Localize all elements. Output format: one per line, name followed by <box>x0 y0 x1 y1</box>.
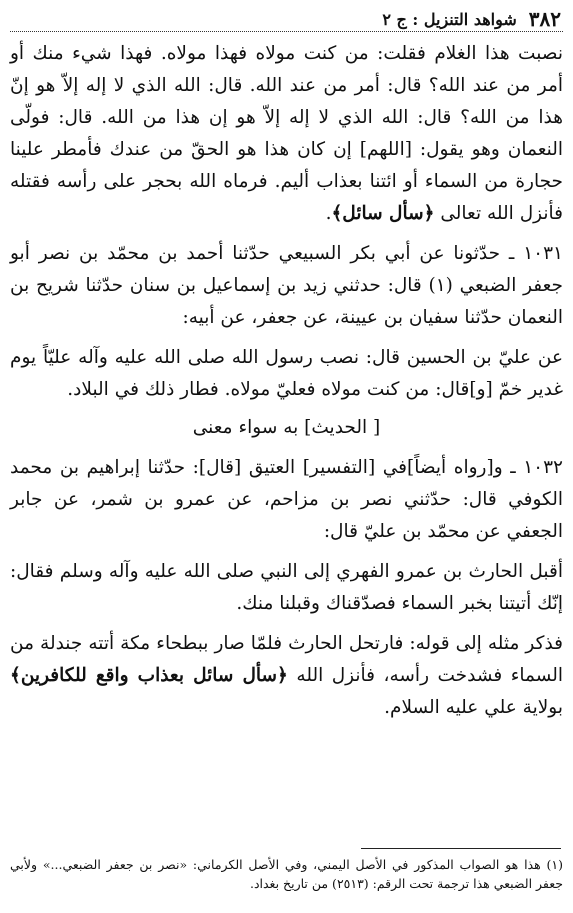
page-header <box>8 6 561 32</box>
paragraph-3: عن عليّ بن الحسين قال: نصب رسول الله صلى الله عليه وآله عليّاً يوم غدير خمّ [و]قال: من كنت مولاه فعليّ مولاه. فطار ذلك في البلاد. <box>10 347 563 400</box>
paragraph-7-text: فذكر مثله إلى قوله: فارتحل الحارث فلمّا صار ببطحاء مكة أتته جندلة من السماء فشدخت رأسه، فأنزل الله <box>10 633 564 686</box>
main-text <box>10 38 563 724</box>
paragraph-1 <box>10 38 563 230</box>
paragraph-4: [ الحديث] به سواء معنى <box>192 417 381 438</box>
paragraph-7-end: بولاية علي عليه السلام. <box>384 697 563 718</box>
header-divider <box>10 31 563 32</box>
paragraph-7 <box>10 628 563 724</box>
footnote: (١) هذا هو الصواب المذكور في الأصل اليمني، وفي الأصل الكرماني: «نصر بن جعفر الضبعي...» ولأبي جعفر الضبعي هذا ترجمة تحت الرقم: (٢٥١٣) من تاريخ بغداد. <box>10 857 563 891</box>
paragraph-1-end: . <box>325 203 332 224</box>
hadith-1032: ١٠٣٢ ـ و[رواه أيضاً]في [التفسير] العتيق [قال]: حدّثنا إبراهيم بن محمد الكوفي قال: حدّثني نصر بن مزاحم، عن عمرو بن شمر، عن جابر الجعفي عن محمّد بن عليّ قال: <box>10 457 563 542</box>
hadith-1031: ١٠٣١ ـ حدّثونا عن أبي بكر السبيعي حدّثنا أحمد بن محمّد بن نصر أبو جعفر الضبعي (١) قال: حدثني زيد بن إسماعيل بن سنان حدّثنا شريح بن النعمان حدّثنا سفيان بن عيينة، عن جعفر، عن أبيه: <box>10 243 563 328</box>
running-title: شواهد التنزيل : ج ٢ <box>382 9 517 29</box>
page-number: ٣٨٢ <box>528 7 561 31</box>
paragraph-6: أقبل الحارث بن عمرو الفهري إلى النبي صلى الله عليه وآله وسلم فقال: إنّك أتيتنا بخبر السماء فصدّقناك وقبلنا منك. <box>10 561 563 614</box>
quran-quote-1: ﴿سأل سائل﴾ <box>331 203 435 224</box>
footnote-divider <box>361 848 561 849</box>
paragraph-1-text: نصبت هذا الغلام فقلت: من كنت مولاه فهذا مولاه. فهذا شيء منك أو أمر من عند الله؟ قال: أمر من عند الله. قال: الله الذي لا إله إلاّ هو إنّ هذا من الله؟ قال: الله الذي لا إله إلاّ هو إن هذا من الله. قال: فولّى النعمان وهو يقول: [اللهم] إن كان هذا هو الحقّ من عندك فأمطر علينا حجارة من السماء أو ائتنا بعذاب أليم. فرماه الله بحجر على رأسه فقتله فأنزل الله تعالى <box>10 43 563 224</box>
quran-quote-2: ﴿سأل سائل بعذاب واقع للكافرين﴾ <box>10 665 288 686</box>
